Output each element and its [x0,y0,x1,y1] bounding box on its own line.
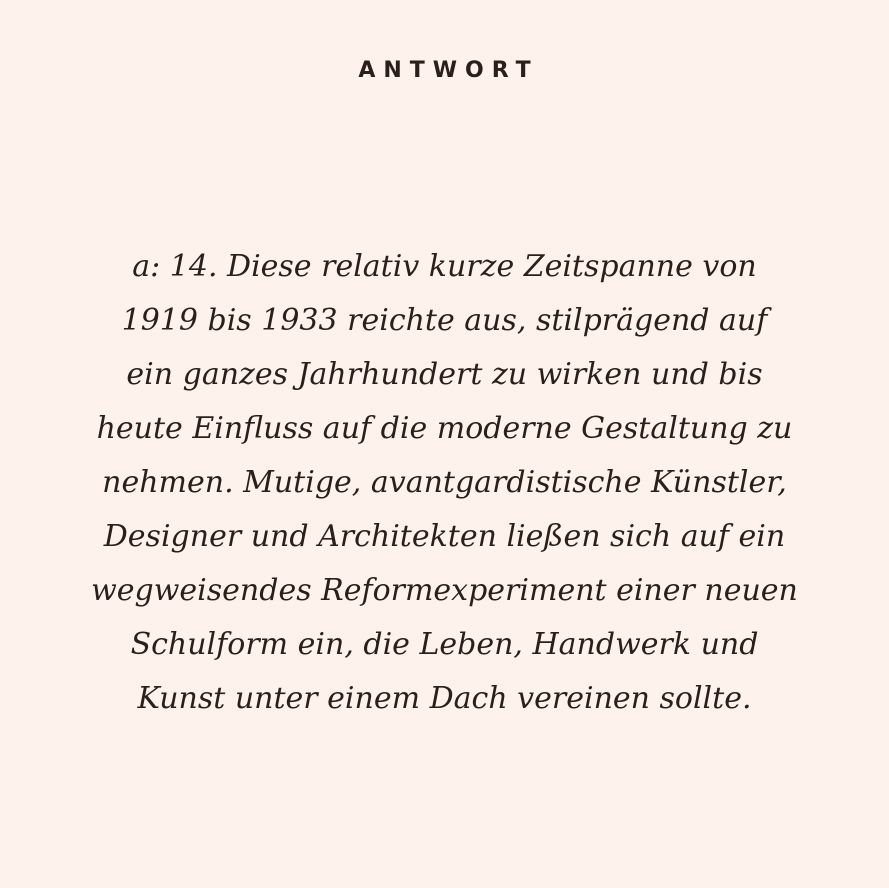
answer-line: ein ganzes Jahrhundert zu wirken und bis [126,357,763,392]
answer-line: nehmen. Mutige, avantgardistische Künstler, [102,465,787,500]
answer-line: heute Einfluss auf die moderne Gestaltung zu [96,411,793,446]
answer-line: Schulform ein, die Leben, Handwerk und [130,627,759,662]
answer-line: wegweisendes Reformexperiment einer neuen [91,573,798,608]
answer-line: Designer und Architekten ließen sich auf ein [103,519,786,554]
heading: ANTWORT [358,58,539,83]
answer-line: a: 14. Diese relativ kurze Zeitspanne von [132,249,757,284]
answer-text [40,240,849,726]
answer-line: Kunst unter einem Dach vereinen sollte. [137,681,752,716]
answer-line: 1919 bis 1933 reichte aus, stilprägend auf [121,303,768,338]
